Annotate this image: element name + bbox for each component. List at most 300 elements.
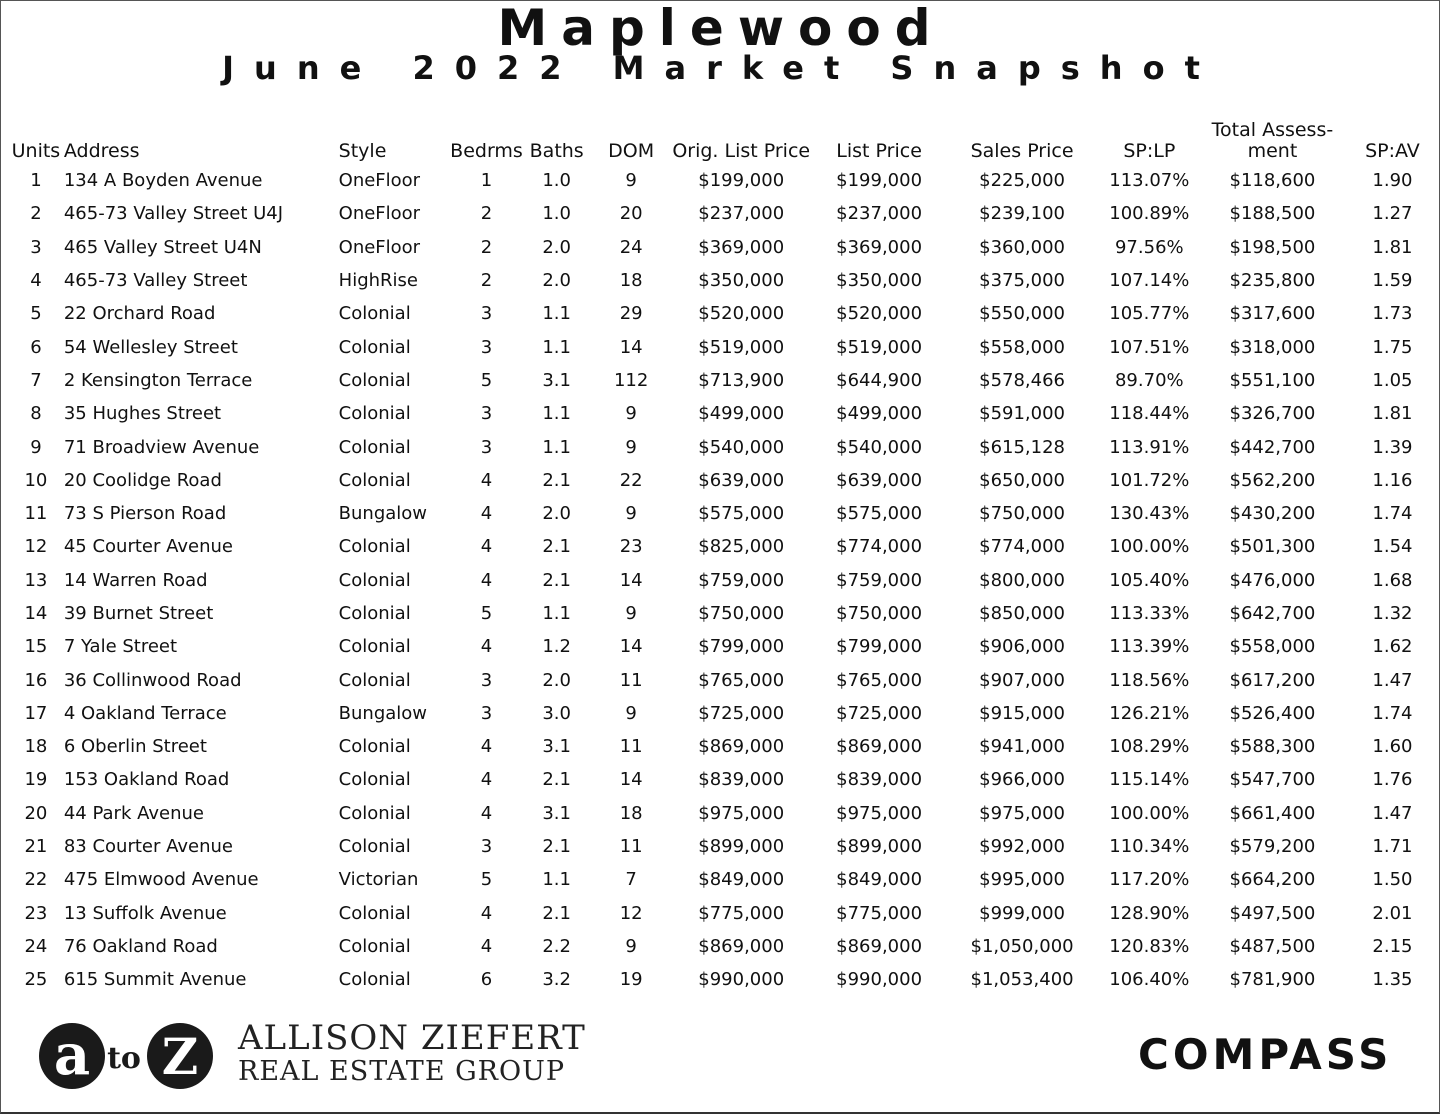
cell-style: Colonial [338, 669, 411, 691]
cell-bedrooms: 4 [480, 569, 493, 591]
cell-list-price: $759,000 [836, 569, 923, 591]
cell-total-assessment: $664,200 [1229, 869, 1316, 891]
cell-address: 76 Oakland Road [63, 935, 218, 957]
cell-address: 465-73 Valley Street [63, 270, 248, 292]
cell-style: Colonial [338, 403, 411, 425]
cell-sp-lp: 100.00% [1109, 536, 1190, 558]
cell-orig-list-price: $849,000 [698, 869, 785, 891]
table-row [8, 464, 1442, 497]
cell-sp-lp: 105.40% [1109, 569, 1190, 591]
cell-bedrooms: 6 [480, 969, 493, 991]
cell-total-assessment: $118,600 [1229, 170, 1316, 192]
cell-baths: 2.1 [542, 536, 571, 558]
cell-style: Colonial [338, 769, 411, 791]
cell-baths: 1.1 [542, 869, 571, 891]
cell-total-assessment: $562,200 [1229, 469, 1316, 491]
cell-bedrooms: 5 [480, 369, 493, 391]
cell-dom: 14 [619, 569, 643, 591]
cell-style: Colonial [338, 969, 411, 991]
brand-name: ALLISON ZIEFERT [238, 1018, 586, 1058]
cell-total-assessment: $588,300 [1229, 736, 1316, 758]
cell-orig-list-price: $975,000 [698, 802, 785, 824]
cell-dom: 18 [619, 802, 643, 824]
cell-sales-price: $650,000 [979, 469, 1066, 491]
cell-baths: 1.1 [542, 336, 571, 358]
cell-sp-lp: 100.89% [1109, 203, 1190, 225]
cell-style: HighRise [338, 270, 418, 292]
cell-orig-list-price: $713,900 [698, 369, 785, 391]
cell-orig-list-price: $759,000 [698, 569, 785, 591]
cell-bedrooms: 5 [480, 603, 493, 624]
cell-orig-list-price: $765,000 [698, 669, 785, 691]
table-row [8, 430, 1442, 463]
header-list-price: List Price [836, 140, 922, 162]
cell-bedrooms: 4 [480, 636, 493, 658]
table-row [8, 530, 1442, 563]
logo-letter-a: a [53, 1022, 91, 1088]
cell-orig-list-price: $869,000 [698, 736, 785, 758]
cell-total-assessment: $198,500 [1229, 236, 1316, 258]
cell-sp-av: 1.75 [1372, 336, 1413, 358]
table-row [8, 930, 1442, 963]
cell-bedrooms: 3 [480, 669, 493, 691]
cell-baths: 1.1 [542, 403, 571, 425]
cell-dom: 14 [619, 336, 643, 358]
cell-sp-lp: 113.91% [1109, 436, 1190, 458]
table-row [8, 863, 1442, 896]
cell-bedrooms: 4 [480, 536, 493, 558]
cell-dom: 9 [625, 503, 637, 525]
table-row [8, 697, 1442, 730]
cell-total-assessment: $547,700 [1229, 769, 1316, 791]
cell-sp-lp: 97.56% [1114, 236, 1184, 258]
cell-unit-number: 2 [30, 203, 42, 225]
table-row [8, 564, 1442, 597]
cell-style: Colonial [338, 935, 411, 957]
table-row [8, 730, 1442, 763]
cell-style: OneFloor [338, 236, 421, 258]
cell-total-assessment: $526,400 [1229, 702, 1316, 724]
cell-sp-lp: 120.83% [1109, 935, 1190, 957]
cell-sp-av: 1.62 [1372, 636, 1413, 658]
cell-dom: 11 [619, 669, 643, 691]
cell-sales-price: $615,128 [979, 436, 1066, 458]
cell-address: 13 Suffolk Avenue [63, 902, 227, 924]
cell-bedrooms: 5 [480, 869, 493, 891]
cell-orig-list-price: $540,000 [698, 436, 785, 458]
cell-total-assessment: $317,600 [1229, 303, 1316, 325]
cell-style: Colonial [338, 336, 411, 358]
brand-subtitle: REAL ESTATE GROUP [238, 1056, 566, 1087]
cell-orig-list-price: $575,000 [698, 503, 785, 525]
cell-list-price: $765,000 [836, 669, 923, 691]
logo-letter-z: Z [161, 1027, 199, 1086]
cell-sales-price: $750,000 [979, 503, 1066, 525]
cell-sales-price: $915,000 [979, 702, 1066, 724]
cell-baths: 3.1 [542, 736, 571, 758]
cell-list-price: $639,000 [836, 469, 923, 491]
cell-style: Colonial [338, 536, 411, 558]
cell-baths: 2.0 [542, 669, 571, 691]
cell-sales-price: $1,053,400 [970, 969, 1074, 991]
cell-address: 35 Hughes Street [63, 403, 222, 425]
cell-unit-number: 19 [24, 769, 48, 791]
cell-dom: 24 [619, 236, 643, 258]
cell-sp-lp: 118.56% [1109, 669, 1190, 691]
cell-list-price: $990,000 [836, 969, 923, 991]
cell-dom: 112 [613, 369, 649, 391]
cell-sp-av: 1.05 [1372, 369, 1413, 391]
cell-orig-list-price: $639,000 [698, 469, 785, 491]
cell-style: Colonial [338, 902, 411, 924]
cell-bedrooms: 2 [480, 236, 493, 258]
cell-dom: 9 [625, 935, 637, 957]
cell-baths: 2.1 [542, 769, 571, 791]
cell-list-price: $499,000 [836, 403, 923, 425]
cell-sales-price: $995,000 [979, 869, 1066, 891]
table-row [8, 897, 1442, 930]
cell-dom: 14 [619, 769, 643, 791]
cell-list-price: $750,000 [836, 603, 923, 624]
cell-bedrooms: 4 [480, 469, 493, 491]
cell-baths: 3.2 [542, 969, 571, 991]
cell-orig-list-price: $237,000 [698, 203, 785, 225]
cell-style: Bungalow [338, 503, 428, 525]
cell-total-assessment: $326,700 [1229, 403, 1316, 425]
cell-address: 22 Orchard Road [63, 303, 216, 325]
table-row [8, 297, 1442, 330]
cell-sp-lp: 89.70% [1114, 369, 1184, 391]
cell-baths: 3.1 [542, 802, 571, 824]
cell-address: 14 Warren Road [63, 569, 208, 591]
cell-style: Colonial [338, 569, 411, 591]
table-row [8, 497, 1442, 530]
cell-list-price: $869,000 [836, 736, 923, 758]
cell-sales-price: $941,000 [979, 736, 1066, 758]
cell-list-price: $775,000 [836, 902, 923, 924]
cell-sp-lp: 117.20% [1109, 869, 1190, 891]
cell-unit-number: 9 [30, 436, 42, 458]
cell-sp-lp: 110.34% [1109, 836, 1190, 858]
cell-sales-price: $966,000 [979, 769, 1066, 791]
header-total-assessment-line1: Total Assess- [1211, 119, 1334, 141]
cell-total-assessment: $430,200 [1229, 503, 1316, 525]
cell-unit-number: 16 [24, 669, 48, 691]
cell-address: 465-73 Valley Street U4J [63, 203, 284, 225]
cell-unit-number: 7 [30, 369, 42, 391]
cell-baths: 3.1 [542, 369, 571, 391]
cell-bedrooms: 3 [480, 403, 493, 425]
table-row [8, 231, 1442, 264]
header-sales-price: Sales Price [970, 140, 1074, 162]
cell-sp-lp: 100.00% [1109, 802, 1190, 824]
cell-sp-av: 1.81 [1372, 236, 1413, 258]
compass-logo: COMPASS [1138, 1030, 1393, 1079]
cell-list-price: $774,000 [836, 536, 923, 558]
cell-address: 2 Kensington Terrace [63, 369, 253, 391]
cell-style: Colonial [338, 436, 411, 458]
cell-list-price: $369,000 [836, 236, 923, 258]
cell-unit-number: 21 [24, 836, 48, 858]
cell-unit-number: 17 [24, 702, 48, 724]
cell-list-price: $725,000 [836, 702, 923, 724]
cell-unit-number: 10 [24, 469, 48, 491]
atoz-logo [38, 1022, 218, 1090]
cell-bedrooms: 4 [480, 769, 493, 791]
cell-sp-av: 1.90 [1372, 170, 1413, 192]
cell-sp-av: 1.74 [1372, 702, 1413, 724]
cell-style: Victorian [338, 869, 419, 891]
cell-list-price: $575,000 [836, 503, 923, 525]
table-row [8, 663, 1442, 696]
cell-bedrooms: 4 [480, 503, 493, 525]
cell-orig-list-price: $990,000 [698, 969, 785, 991]
cell-list-price: $237,000 [836, 203, 923, 225]
cell-sales-price: $774,000 [979, 536, 1066, 558]
cell-orig-list-price: $520,000 [698, 303, 785, 325]
cell-dom: 23 [619, 536, 643, 558]
cell-baths: 2.1 [542, 836, 571, 858]
cell-unit-number: 8 [30, 403, 42, 425]
cell-sales-price: $550,000 [979, 303, 1066, 325]
cell-sp-av: 1.71 [1372, 836, 1413, 858]
header-sp-av: SP:AV [1365, 140, 1420, 162]
cell-dom: 11 [619, 836, 643, 858]
cell-unit-number: 15 [24, 636, 48, 658]
cell-list-price: $839,000 [836, 769, 923, 791]
cell-baths: 2.0 [542, 236, 571, 258]
cell-dom: 12 [619, 902, 643, 924]
cell-dom: 9 [625, 403, 637, 425]
cell-sp-lp: 130.43% [1109, 503, 1190, 525]
cell-unit-number: 20 [24, 802, 48, 824]
cell-sp-lp: 107.14% [1109, 270, 1190, 292]
cell-unit-number: 23 [24, 902, 48, 924]
cell-sp-lp: 115.14% [1109, 769, 1190, 791]
cell-orig-list-price: $869,000 [698, 935, 785, 957]
cell-list-price: $350,000 [836, 270, 923, 292]
cell-dom: 14 [619, 636, 643, 658]
table-row [8, 963, 1442, 996]
cell-orig-list-price: $725,000 [698, 702, 785, 724]
cell-orig-list-price: $199,000 [698, 170, 785, 192]
header-bedrooms: Bedrms [450, 140, 523, 162]
cell-address: 20 Coolidge Road [63, 469, 222, 491]
cell-baths: 2.1 [542, 569, 571, 591]
cell-address: 7 Yale Street [63, 636, 178, 658]
cell-sp-av: 1.59 [1372, 270, 1413, 292]
cell-sales-price: $239,100 [979, 203, 1066, 225]
page-subtitle: June 2022 Market Snapshot [222, 49, 1220, 87]
cell-dom: 20 [619, 203, 643, 225]
cell-sales-price: $578,466 [979, 369, 1066, 391]
cell-sales-price: $375,000 [979, 270, 1066, 292]
table-header-row [8, 118, 1442, 164]
cell-dom: 29 [619, 303, 643, 325]
cell-dom: 22 [619, 469, 643, 491]
cell-sp-av: 1.27 [1372, 203, 1413, 225]
cell-address: 44 Park Avenue [63, 802, 204, 824]
cell-baths: 2.1 [542, 902, 571, 924]
cell-sales-price: $225,000 [979, 170, 1066, 192]
cell-style: Colonial [338, 636, 411, 658]
cell-dom: 9 [625, 603, 637, 624]
cell-total-assessment: $661,400 [1229, 802, 1316, 824]
cell-bedrooms: 1 [480, 170, 493, 192]
cell-unit-number: 25 [24, 969, 48, 991]
cell-sp-lp: 118.44% [1109, 403, 1190, 425]
cell-sp-lp: 107.51% [1109, 336, 1190, 358]
atoz-logo-graphic [38, 1022, 218, 1090]
cell-style: Colonial [338, 836, 411, 858]
cell-sp-av: 1.35 [1372, 969, 1413, 991]
cell-baths: 2.1 [542, 469, 571, 491]
cell-style: Colonial [338, 802, 411, 824]
cell-dom: 19 [619, 969, 643, 991]
cell-address: 36 Collinwood Road [63, 669, 242, 691]
cell-address: 6 Oberlin Street [63, 736, 207, 758]
cell-sp-av: 1.68 [1372, 569, 1413, 591]
cell-sp-lp: 101.72% [1109, 469, 1190, 491]
cell-total-assessment: $551,100 [1229, 369, 1316, 391]
cell-orig-list-price: $499,000 [698, 403, 785, 425]
cell-bedrooms: 3 [480, 436, 493, 458]
cell-sp-av: 1.76 [1372, 769, 1413, 791]
cell-address: 45 Courter Avenue [63, 536, 233, 558]
table-row [8, 397, 1442, 430]
cell-sp-av: 2.01 [1372, 902, 1413, 924]
cell-sp-av: 1.47 [1372, 669, 1413, 691]
cell-total-assessment: $318,000 [1229, 336, 1316, 358]
cell-style: Bungalow [338, 702, 428, 724]
cell-style: Colonial [338, 603, 411, 624]
cell-baths: 1.1 [542, 303, 571, 325]
header-orig-list-price: Orig. List Price [672, 140, 811, 162]
cell-sales-price: $906,000 [979, 636, 1066, 658]
cell-address: 153 Oakland Road [63, 769, 230, 791]
cell-baths: 2.0 [542, 270, 571, 292]
cell-baths: 3.0 [542, 702, 571, 724]
header-sp-lp: SP:LP [1123, 140, 1176, 162]
cell-total-assessment: $235,800 [1229, 270, 1316, 292]
cell-unit-number: 24 [24, 935, 48, 957]
cell-total-assessment: $442,700 [1229, 436, 1316, 458]
header-total-assessment-line2: ment [1247, 140, 1298, 162]
header-style: Style [338, 140, 387, 162]
cell-bedrooms: 4 [480, 935, 493, 957]
table-row [8, 763, 1442, 796]
cell-sales-price: $360,000 [979, 236, 1066, 258]
cell-address: 134 A Boyden Avenue [63, 170, 263, 192]
table-body [8, 164, 1442, 996]
cell-style: OneFloor [338, 170, 421, 192]
cell-orig-list-price: $899,000 [698, 836, 785, 858]
cell-sales-price: $591,000 [979, 403, 1066, 425]
cell-orig-list-price: $519,000 [698, 336, 785, 358]
cell-orig-list-price: $350,000 [698, 270, 785, 292]
cell-total-assessment: $476,000 [1229, 569, 1316, 591]
cell-list-price: $899,000 [836, 836, 923, 858]
cell-list-price: $540,000 [836, 436, 923, 458]
cell-unit-number: 1 [30, 170, 42, 192]
cell-dom: 18 [619, 270, 643, 292]
cell-address: 83 Courter Avenue [63, 836, 233, 858]
cell-baths: 1.1 [542, 603, 571, 624]
cell-sp-av: 1.50 [1372, 869, 1413, 891]
cell-style: Colonial [338, 369, 411, 391]
cell-sp-av: 2.15 [1372, 935, 1413, 957]
cell-sp-av: 1.81 [1372, 403, 1413, 425]
table-row [8, 830, 1442, 863]
cell-sales-price: $850,000 [979, 603, 1066, 624]
cell-total-assessment: $642,700 [1229, 603, 1316, 624]
cell-sp-av: 1.73 [1372, 303, 1413, 325]
cell-address: 73 S Pierson Road [63, 503, 227, 525]
logo-word-to: to [107, 1041, 141, 1076]
cell-sp-lp: 108.29% [1109, 736, 1190, 758]
cell-unit-number: 14 [24, 603, 48, 624]
cell-sales-price: $907,000 [979, 669, 1066, 691]
cell-sp-lp: 128.90% [1109, 902, 1190, 924]
table-row [8, 197, 1442, 230]
cell-total-assessment: $501,300 [1229, 536, 1316, 558]
cell-total-assessment: $781,900 [1229, 969, 1316, 991]
cell-unit-number: 6 [30, 336, 42, 358]
cell-total-assessment: $487,500 [1229, 935, 1316, 957]
table-row [8, 797, 1442, 830]
cell-sp-av: 1.16 [1372, 469, 1413, 491]
cell-list-price: $520,000 [836, 303, 923, 325]
cell-bedrooms: 3 [480, 303, 493, 325]
cell-baths: 1.2 [542, 636, 571, 658]
cell-unit-number: 18 [24, 736, 48, 758]
cell-baths: 2.0 [542, 503, 571, 525]
cell-sp-lp: 105.77% [1109, 303, 1190, 325]
cell-orig-list-price: $839,000 [698, 769, 785, 791]
cell-total-assessment: $558,000 [1229, 636, 1316, 658]
cell-sp-av: 1.60 [1372, 736, 1413, 758]
cell-bedrooms: 3 [480, 336, 493, 358]
header-dom: DOM [608, 140, 655, 162]
cell-baths: 2.2 [542, 935, 571, 957]
table-row [8, 364, 1442, 397]
cell-sp-lp: 113.39% [1109, 636, 1190, 658]
cell-orig-list-price: $369,000 [698, 236, 785, 258]
cell-total-assessment: $497,500 [1229, 902, 1316, 924]
cell-unit-number: 12 [24, 536, 48, 558]
cell-sales-price: $992,000 [979, 836, 1066, 858]
cell-style: Colonial [338, 469, 411, 491]
cell-total-assessment: $579,200 [1229, 836, 1316, 858]
cell-bedrooms: 3 [480, 702, 493, 724]
cell-address: 615 Summit Avenue [63, 969, 247, 991]
cell-bedrooms: 4 [480, 802, 493, 824]
cell-sp-lp: 113.07% [1109, 170, 1190, 192]
cell-style: OneFloor [338, 203, 421, 225]
cell-orig-list-price: $750,000 [698, 603, 785, 624]
cell-style: Colonial [338, 736, 411, 758]
cell-bedrooms: 2 [480, 270, 493, 292]
table-row [8, 630, 1442, 663]
cell-unit-number: 5 [30, 303, 42, 325]
cell-list-price: $644,900 [836, 369, 923, 391]
cell-list-price: $799,000 [836, 636, 923, 658]
cell-address: 4 Oakland Terrace [63, 702, 227, 724]
cell-sales-price: $975,000 [979, 802, 1066, 824]
cell-unit-number: 4 [30, 270, 42, 292]
table-row [8, 164, 1442, 197]
cell-baths: 1.1 [542, 436, 571, 458]
